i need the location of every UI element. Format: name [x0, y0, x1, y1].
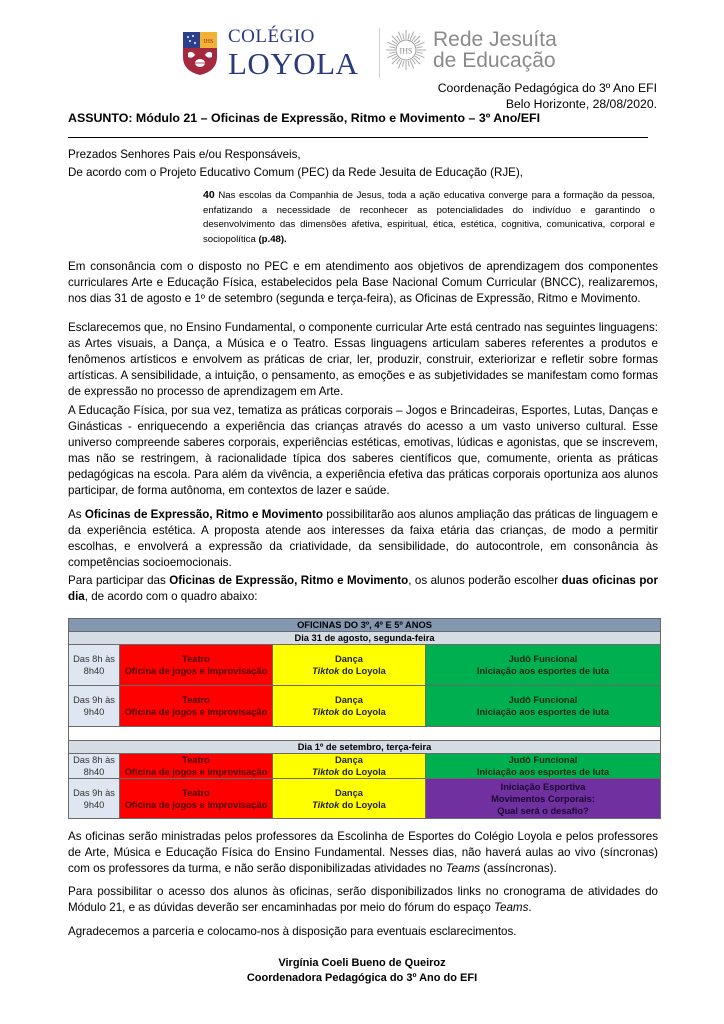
table-row: [69, 779, 661, 819]
sun-ray: [392, 57, 397, 60]
sun-ray: [417, 53, 423, 54]
workshop-cell-danca: Dança Tiktok do Loyola: [273, 754, 426, 779]
text-segment: Para participar das: [68, 574, 170, 587]
sun-ray: [415, 41, 420, 44]
table-spacer: [69, 727, 661, 741]
sun-ray: [415, 57, 420, 60]
text-segment: , de acordo com o quadro abaixo:: [84, 590, 258, 603]
time-slot: Das 8h às 8h40: [69, 645, 120, 686]
time-slot: Das 9h às 9h40: [69, 686, 120, 727]
sun-ray: [417, 47, 423, 48]
quote-reference: (p.48).: [258, 233, 287, 245]
jesuit-sun-emblem-icon: [385, 29, 427, 71]
workshop-cell-teatro: Teatro Oficina de jogos e improvisação: [120, 779, 273, 819]
sun-ray: [412, 36, 415, 41]
workshop-cell-teatro: Teatro Oficina de jogos e improvisação: [120, 645, 273, 686]
school-logo-line2: LOYOLA: [228, 46, 359, 81]
paragraph-oficinas: [68, 507, 658, 571]
text-italic: Teams: [445, 862, 481, 875]
sun-ray: [392, 41, 397, 44]
workshop-cell-judo: Judô Funcional Iniciação aos esportes de luta: [426, 686, 661, 727]
subject-line: ASSUNTO: Módulo 21 – Oficinas de Expressão, Ritmo e Movimento – 3º Ano/EFI: [68, 111, 541, 125]
school-logo-line1: COLÉGIO: [228, 26, 315, 47]
sun-ray: [412, 60, 415, 65]
workshop-schedule-table: [68, 618, 661, 819]
time-slot: Das 9h às 9h40: [69, 779, 120, 819]
day-header-1: Dia 31 de agosto, segunda-feira: [69, 632, 661, 645]
workshop-cell-judo: Judô Funcional Iniciação aos esportes de luta: [426, 645, 661, 686]
svg-text:IHS: IHS: [399, 46, 413, 56]
network-logo-line1: Rede Jesuíta: [433, 28, 557, 51]
text-bold: Oficinas de Expressão, Ritmo e Movimento: [169, 574, 409, 587]
text-bold: duas oficinas por dia: [68, 574, 659, 603]
text-segment: As: [68, 508, 85, 521]
sun-ray: [397, 60, 400, 65]
day-header-2: Dia 1º de setembro, terça-feira: [69, 741, 661, 754]
paragraph-arte: Esclarecemos que, no Ensino Fundamental, o componente curricular Arte está centrado nas seguintes linguagens: as Artes visuais, a Dança, a Música e o Teatro. Essas linguagens articulam saberes referentes a produtos e fenômenos artísticos e envolvem as práticas de criar, ler, produzir, construir, exteriorizar e refletir sobre formas artísticas. A sensibilidade, a intuição, o pensamento, as emoções e as subjetividades se manifestam como formas de expressão no processo de aprendizagem em Arte.: [68, 321, 658, 398]
signature-name: Virgínia Coeli Bueno de Queiroz: [278, 957, 446, 969]
greeting: Prezados Senhores Pais e/ou Responsáveis,: [68, 148, 301, 161]
sun-ray: [408, 34, 409, 40]
sun-ray: [389, 47, 395, 48]
sun-ray: [389, 53, 395, 54]
quote-text: Nas escolas da Companhia de Jesus, toda a ação educativa converge para a formação da pessoa, enfatizando a necessidade de reconhecer as potencialidades do indivíduo e garantindo o desenvolvimento das dimensões afetiva, espiritual, ética, estética, cognitiva, comunicativa, corporal e sociopolítica: [203, 190, 655, 245]
sun-ray: [403, 61, 404, 67]
table-row: [69, 645, 661, 686]
workshop-cell-danca: Dança Tiktok do Loyola: [273, 645, 426, 686]
workshop-cell-iniciacao-esportiva: Iniciação Esportiva Movimentos Corporais: Qual será o desafio?: [426, 779, 661, 819]
workshop-cell-judo: Judô Funcional Iniciação aos esportes de luta: [426, 754, 661, 779]
subject-underline: [68, 137, 648, 138]
workshop-cell-teatro: Teatro Oficina de jogos e improvisação: [120, 686, 273, 727]
svg-text:IHS: IHS: [203, 38, 214, 45]
colegio-loyola-logo: [182, 27, 358, 79]
pec-intro: De acordo com o Projeto Educativo Comum (PEC) da Rede Jesuita de Educação (RJE),: [68, 166, 523, 179]
sun-ray: [397, 36, 400, 41]
text-segment: , os alunos poderão escolher: [408, 574, 562, 587]
schedule-title: OFICINAS DO 3º, 4º E 5º ANOS: [69, 619, 661, 632]
paragraph-bncc: Em consonância com o disposto no PEC e em atendimento aos objetivos de aprendizagem dos componentes curriculares Arte e Educação Física, estabelecidos pela Base Nacional Comum Curricular (BNCC), realizaremos, nos dias 31 de agosto e 1º de setembro (segunda e terça-feira), as Oficinas de Expressão, Ritmo e Movimento.: [68, 260, 658, 305]
text-segment: .: [528, 901, 532, 914]
table-row: [69, 686, 661, 727]
workshop-cell-danca: Dança Tiktok do Loyola: [273, 779, 426, 819]
paragraph-access: [68, 884, 658, 916]
text-segment: Para possibilitar o acesso dos alunos às oficinas, serão disponibilizados links no cronograma de atividades do Módulo 21, e as dúvidas deverão ser encaminhadas por meio do fórum do espaço: [68, 885, 658, 914]
signature-role: Coordenadora Pedagógica do 3º Ano do EFI: [246, 972, 478, 984]
workshop-cell-teatro: Teatro Oficina de jogos e improvisação: [120, 754, 273, 779]
text-italic: Teams: [494, 901, 529, 914]
network-logo-line2: de Educação: [433, 49, 556, 73]
logo-divider: [379, 28, 380, 78]
quote-number: 40: [203, 189, 215, 201]
text-bold: Oficinas de Expressão, Ritmo e Movimento: [84, 508, 323, 521]
paragraph-professors: [68, 829, 658, 877]
sun-ray: [403, 34, 404, 40]
pec-quote: [203, 188, 655, 247]
time-slot: Das 8h às 8h40: [69, 754, 120, 779]
text-segment: (assíncronas).: [480, 862, 557, 875]
sun-ray: [408, 61, 409, 67]
paragraph-thanks: Agradecemos a parceria e colocamo-nos à disposição para eventuais esclarecimentos.: [68, 925, 517, 938]
place-date: Belo Horizonte, 28/08/2020.: [505, 97, 657, 111]
workshop-cell-danca: Dança Tiktok do Loyola: [273, 686, 426, 727]
rede-jesuita-logo: [385, 29, 557, 72]
paragraph-participation: [68, 573, 658, 605]
school-shield-icon: [182, 31, 218, 76]
coordination-label: Coordenação Pedagógica do 3º Ano EFI: [437, 81, 657, 95]
table-row: [69, 754, 661, 779]
text-segment: As oficinas serão ministradas pelos professores da Escolinha de Esportes do Colégio Loyola e pelos professores de Arte, Música e Educação Física do Ensino Fundamental. Nesses dias, não haverá aulas ao vivo (síncronas) com os professores da turma, e não serão disponibilizadas atividades no: [68, 830, 658, 875]
paragraph-educacao-fisica: A Educação Física, por sua vez, tematiza as práticas corporais – Jogos e Brincadeiras, Esportes, Lutas, Danças e Ginásticas - enriquecendo a experiência das crianças através do acesso a um vasto universo cultural. Esse universo compreende saberes corporais, experiências estéticas, emotivas, lúdicas e agonistas, que se inscrevem, mas não se restringem, à racionalidade típica dos saberes científicos que, comumente, orienta as práticas pedagógicas na escola. Para além da vivência, a experiência efetiva das práticas corporais oportuniza aos alunos participar, de forma autônoma, em contextos de lazer e saúde.: [68, 404, 658, 497]
text-segment: possibilitarão aos alunos ampliação das práticas de linguagem e da experiência estética. A proposta atende aos interesses da faixa etária das crianças, de modo a permitir escolhas, e envolverá a expressão da criatividade, da sensibilidade, do autocontrole, em consonância às competências socioemocionais.: [68, 508, 658, 569]
